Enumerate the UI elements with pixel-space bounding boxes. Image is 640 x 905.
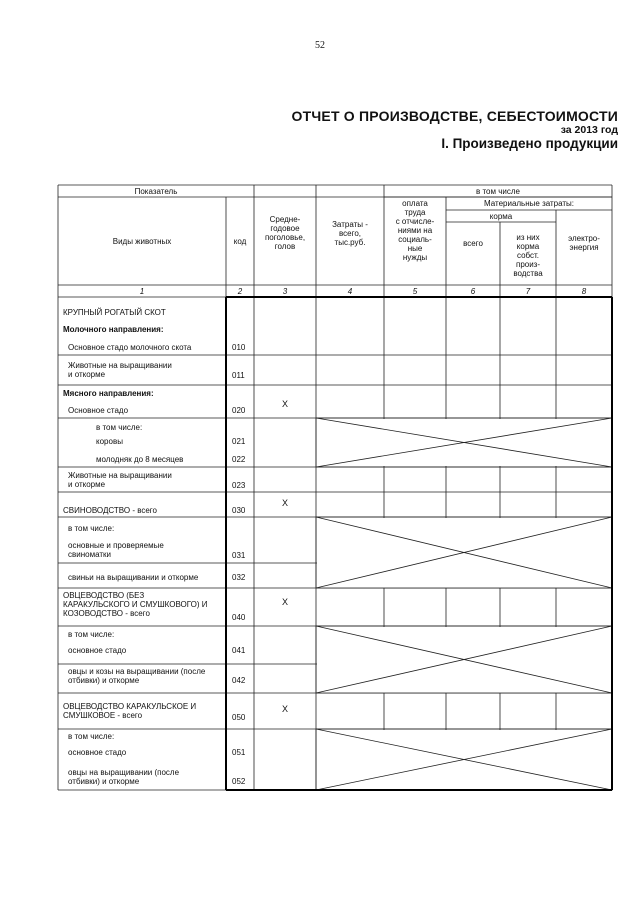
row-code-030: 030 [232, 506, 246, 515]
report-year: за 2013 год [560, 124, 618, 136]
row-label-032: свиньи на выращивании и откорме [68, 573, 199, 582]
row-label-040: ОВЦЕВОДСТВО (БЕЗ КАРАКУЛЬСКОГО И СМУШКОВОГО) И КОЗОВОДСТВО - всего [63, 591, 208, 618]
row-code-051: 051 [232, 748, 246, 757]
row-code-022: 022 [232, 455, 246, 464]
row-label-010: Основное стадо молочного скота [68, 343, 192, 352]
report-title: ОТЧЕТ О ПРОИЗВОДСТВЕ, СЕБЕСТОИМОСТИ [291, 108, 618, 124]
header-electricity: электро- энергия [568, 234, 600, 252]
row-label-041: основное стадо [68, 646, 127, 655]
mark-030: X [282, 498, 289, 508]
mark-050: X [282, 704, 289, 714]
col-num-2: 2 [237, 287, 243, 296]
header-code: код [233, 237, 247, 246]
header-feed: корма [489, 212, 513, 221]
row-label-031: основные и проверяемые свиноматки [68, 541, 164, 559]
row-label-including-1: в том числе: [96, 423, 143, 432]
row-code-042: 042 [232, 676, 246, 685]
row-code-031: 031 [232, 551, 246, 560]
row-label-020: Основное стадо [68, 406, 129, 415]
row-label-meat: Мясного направления: [63, 389, 154, 398]
row-label-051: основное стадо [68, 748, 127, 757]
col-num-7: 7 [525, 287, 531, 296]
row-label-including-4: в том числе: [68, 732, 115, 741]
row-label-021: коровы [96, 437, 123, 446]
row-label-including-3: в том числе: [68, 630, 115, 639]
mark-020: X [282, 399, 289, 409]
row-code-032: 032 [232, 573, 246, 582]
col-num-8: 8 [581, 287, 587, 296]
row-label-011: Животные на выращивании и откорме [68, 361, 172, 379]
header-costs: Затраты - всего, тыс.руб. [332, 220, 368, 247]
row-code-023: 023 [232, 481, 246, 490]
header-avg-stock: Средне- годовое поголовье, голов [264, 215, 306, 251]
header-including: в том числе [476, 187, 520, 196]
report-section: I. Произведено продукции [441, 136, 618, 151]
header-indicator: Показатель [134, 187, 178, 196]
row-label-030: СВИНОВОДСТВО - всего [63, 506, 157, 515]
row-code-041: 041 [232, 646, 246, 655]
row-label-including-2: в том числе: [68, 524, 115, 533]
header-feed-own: из них корма собст. произ- водства [513, 233, 543, 278]
row-label-052: овцы на выращивании (после отбивки) и откорме [68, 768, 180, 786]
mark-040: X [282, 597, 289, 607]
col-num-5: 5 [412, 287, 418, 296]
header-feed-total: всего [463, 239, 483, 248]
col-num-3: 3 [282, 287, 288, 296]
header-labor: оплата труда с отчисле- ниями на социаль- ные нужды [395, 199, 435, 262]
row-code-011: 011 [232, 371, 245, 380]
row-code-020: 020 [232, 406, 246, 415]
row-code-021: 021 [232, 437, 246, 446]
col-num-1: 1 [139, 287, 145, 296]
row-label-022: молодняк до 8 месяцев [96, 455, 184, 464]
row-label-cattle: КРУПНЫЙ РОГАТЫЙ СКОТ [63, 308, 166, 317]
row-code-040: 040 [232, 613, 246, 622]
row-label-042: овцы и козы на выращивании (после отбивки) и откорме [68, 667, 206, 685]
page-number: 52 [315, 40, 325, 51]
header-material: Материальные затраты: [483, 199, 575, 208]
row-code-010: 010 [232, 343, 246, 352]
row-label-dairy: Молочного направления: [63, 325, 164, 334]
row-label-023: Животные на выращивании и откорме [68, 471, 172, 489]
row-label-050: ОВЦЕВОДСТВО КАРАКУЛЬСКОЕ И СМУШКОВОЕ - всего [63, 702, 197, 720]
header-animal-types: Виды животных [112, 237, 172, 246]
col-num-6: 6 [470, 287, 476, 296]
row-code-052: 052 [232, 777, 246, 786]
col-num-4: 4 [347, 287, 353, 296]
row-code-050: 050 [232, 713, 246, 722]
